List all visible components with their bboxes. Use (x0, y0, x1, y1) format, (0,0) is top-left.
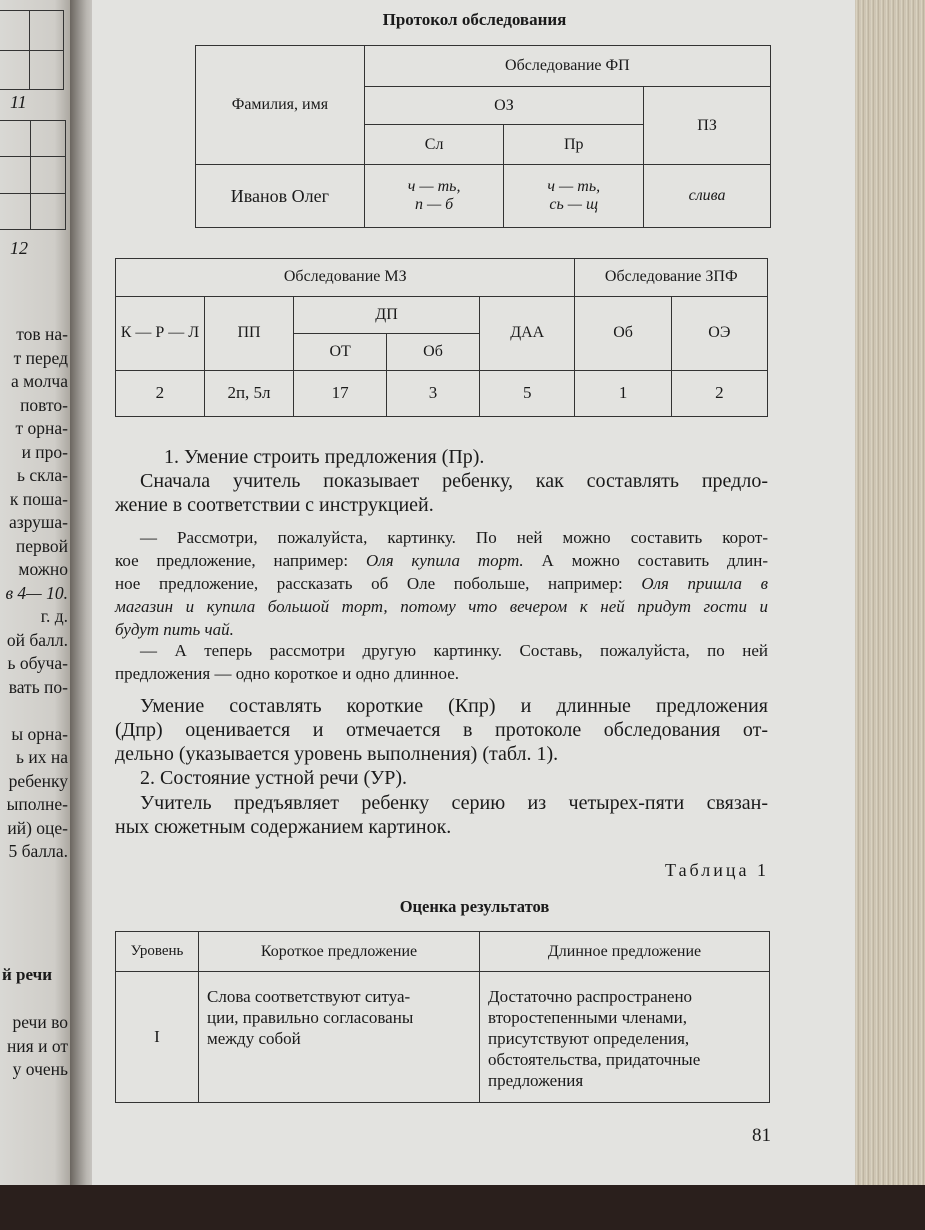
left-fragment-line: ой балл. (6, 629, 68, 650)
para-1-line-1: Сначала учитель показывает ребенку, как составлять предло- (140, 470, 768, 492)
header-fp: Обследование ФП (364, 46, 770, 87)
left-fragment-line: ь обуча- (7, 653, 68, 673)
para-2-line-1: Умение составлять короткие (Кпр) и длинные предложения (140, 695, 768, 717)
para-1-line-2: жение в соответствии с инструкцией. (115, 494, 434, 516)
value-ob-zpf: 1 (575, 370, 671, 416)
left-fragment-line: к поша- (9, 488, 68, 509)
header-pr: Пр (504, 125, 644, 165)
header-dp: ДП (294, 296, 480, 334)
para-3-line-2: ных сюжетным содержанием картинок. (115, 816, 452, 838)
left-fragment-line: в 4— 10. (5, 582, 68, 603)
left-fragment-line: ий) оце- (7, 817, 68, 838)
value-ob-dp: 3 (387, 370, 480, 416)
header-ob-dp: Об (387, 334, 480, 371)
right-page (92, 0, 857, 1185)
header-level: Уровень (116, 932, 199, 972)
protocol-table-fp (195, 45, 771, 228)
para-3-line-1: Учитель предъявляет ребенку серию из четырех-пяти связан- (140, 792, 768, 814)
para-2-line-3: дельно (указывается уровень выполнения) (табл. 1). (115, 743, 559, 765)
left-page (0, 0, 78, 1185)
cell-pr: ч — ть, сь — щ (504, 165, 644, 228)
dialog-line-5: будут пить чай. (115, 620, 234, 639)
page-edges (855, 0, 925, 1185)
header-daa: ДАА (479, 296, 575, 370)
dialog-line-6: — А теперь рассмотри другую картинку. Составь, пожалуйста, по ней (140, 641, 768, 660)
left-tail-line: у очень (12, 1059, 68, 1079)
value-pp: 2п, 5л (204, 370, 293, 416)
left-fragment-line: тов на- (16, 324, 68, 344)
table-1-caption: Таблица 1 (665, 860, 769, 880)
left-tail-line: ния и от (6, 1035, 68, 1056)
header-pp: ПП (204, 296, 293, 370)
cell-name: Иванов Олег (196, 165, 365, 228)
cell-pz: слива (644, 165, 771, 228)
left-fragment-line: повто- (20, 394, 68, 415)
left-fragment-line: ь их на (16, 747, 68, 767)
left-fragment-line: а молча (10, 371, 68, 391)
page-number: 81 (752, 1125, 771, 1146)
header-krl: К — Р — Л (116, 296, 205, 370)
header-ot: ОТ (294, 334, 387, 371)
results-table (115, 931, 770, 1103)
header-zpf: Обследование ЗПФ (575, 259, 768, 297)
header-oe: ОЭ (671, 296, 767, 370)
dialog-line-1: — Рассмотри, пожалуйста, картинку. По ней можно составить корот- (140, 528, 768, 547)
left-figure-grid-bottom (0, 120, 66, 230)
left-fragment-line: т перед (13, 347, 68, 368)
left-tail-line: речи во (12, 1012, 68, 1032)
dialog-line-2: кое предложение, например: Оля купила торт. А можно составить длин- (115, 551, 768, 570)
header-name: Фамилия, имя (196, 46, 365, 165)
left-fragment-line: первой (15, 535, 68, 556)
value-oe: 2 (671, 370, 767, 416)
item-2-heading: 2. Состояние устной речи (УР). (140, 767, 408, 789)
dialog-line-7: предложения — одно короткое и одно длинное. (115, 664, 460, 683)
left-fragment-line: ы орна- (11, 723, 68, 744)
left-fragment-line: ребенку (8, 770, 68, 791)
dialog-line-4: магазин и купила большой торт, потому что вечером к ней придут гости и (115, 597, 768, 616)
value-daa: 5 (479, 370, 575, 416)
left-section-heading: й речи (2, 965, 53, 984)
table-1-title: Оценка результатов (399, 897, 550, 916)
left-figure-grid-top (0, 10, 64, 90)
cell-long: Достаточно распространено второстепенными членами, присутствуют определения, обстоятельства, придаточные предложения (480, 972, 770, 1103)
header-mz: Обследование МЗ (116, 259, 575, 297)
item-1-heading: 1. Умение строить предложения (Пр). (164, 446, 485, 468)
left-fragment-line: г. д. (40, 606, 68, 626)
value-ot: 17 (294, 370, 387, 416)
left-figure-label-12: 12 (10, 238, 28, 258)
left-fragment-line: можно (18, 559, 68, 579)
left-fragment-line: ыполне- (6, 794, 68, 814)
left-fragment-line: т орна- (15, 418, 68, 438)
cell-sl: ч — ть, п — б (364, 165, 504, 228)
dark-background (0, 1185, 925, 1230)
dialog-line-3: ное предложение, рассказать об Оле побольше, например: Оля пришла в (115, 574, 768, 593)
header-oz: ОЗ (364, 87, 643, 125)
para-2-line-2: (Дпр) оценивается и отмечается в протоколе обследования от- (115, 719, 768, 741)
header-short: Короткое предложение (199, 932, 480, 972)
protocol-title: Протокол обследования (382, 10, 567, 29)
cell-level: I (116, 972, 199, 1103)
left-fragment-line: вать по- (8, 676, 68, 697)
header-ob-zpf: Об (575, 296, 671, 370)
left-fragment-line: ь скла- (17, 465, 68, 485)
header-pz: ПЗ (644, 87, 771, 165)
header-long: Длинное предложение (480, 932, 770, 972)
left-fragment-line: 5 балла. (8, 841, 68, 861)
left-fragment-line: и про- (21, 441, 68, 462)
left-fragment-line: азруша- (8, 512, 68, 532)
cell-short: Слова соответствуют ситуа- ции, правильно согласованы между собой (199, 972, 480, 1103)
left-figure-label-11: 11 (10, 92, 27, 112)
header-sl: Сл (364, 125, 504, 165)
value-krl: 2 (116, 370, 205, 416)
protocol-table-mz-zpf (115, 258, 768, 417)
